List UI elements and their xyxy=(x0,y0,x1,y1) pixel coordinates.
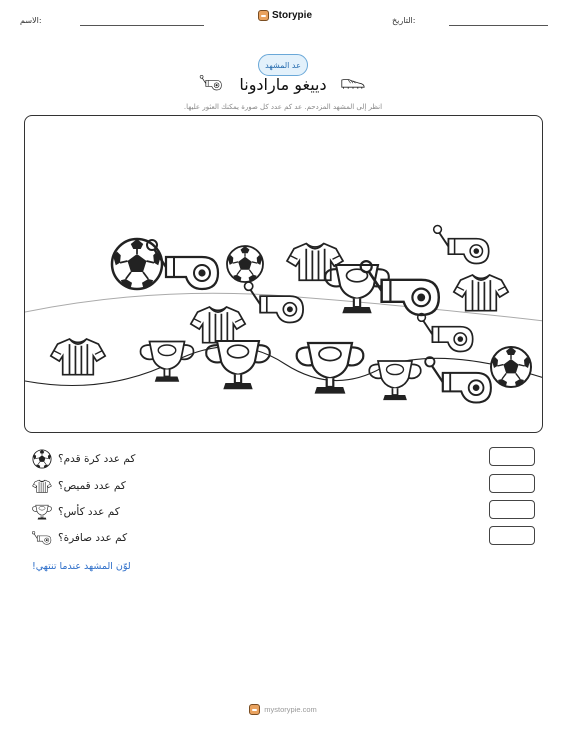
answer-box-whistle[interactable] xyxy=(489,526,535,545)
soccer-ball-icon xyxy=(32,449,52,469)
name-line[interactable] xyxy=(80,25,204,26)
jersey-2 xyxy=(191,307,245,343)
soccer-ball-1 xyxy=(112,239,162,289)
question-ball xyxy=(32,449,135,469)
activity-badge: عد المشهد xyxy=(258,54,308,76)
whistle-icon xyxy=(197,74,229,94)
answer-box-ball[interactable] xyxy=(489,447,535,466)
question-trophy xyxy=(32,502,120,522)
brand-name: Storypie xyxy=(272,10,313,21)
soccer-ball-2 xyxy=(227,246,263,282)
instructions: انظر إلى المشهد المزدحم. عد كم عدد كل صورة يمكنك العثور عليها. xyxy=(183,103,383,111)
title-row xyxy=(0,74,566,94)
question-text: كم عدد قميص؟ xyxy=(58,480,126,492)
shoe-icon xyxy=(337,74,369,94)
question-text: كم عدد صافرة؟ xyxy=(58,532,128,544)
question-jersey xyxy=(32,476,126,496)
answer-box-trophy[interactable] xyxy=(489,500,535,519)
jersey-4 xyxy=(454,275,508,311)
answer-box-jersey[interactable] xyxy=(489,474,535,493)
trophy-4 xyxy=(297,343,364,394)
color-hint: لوّن المشهد عندما تنتهي! xyxy=(32,561,131,572)
date-line[interactable] xyxy=(449,25,548,26)
trophy-icon xyxy=(32,502,52,522)
soccer-ball-3 xyxy=(491,347,531,387)
whistle-5 xyxy=(418,314,473,352)
jersey-icon xyxy=(32,476,52,496)
name-label: الاسم: xyxy=(20,16,42,25)
whistle-2 xyxy=(245,282,304,322)
date-label: التاريخ: xyxy=(392,16,416,25)
trophy-5 xyxy=(369,361,420,400)
question-text: كم عدد كأس؟ xyxy=(58,506,120,518)
whistle-6 xyxy=(425,357,491,402)
storypie-logo-icon xyxy=(258,10,269,21)
storypie-logo-icon xyxy=(249,704,260,715)
whistle-4 xyxy=(434,226,489,264)
question-whistle xyxy=(32,528,127,548)
page-title: دييغو مارادونا xyxy=(239,74,327,94)
footer xyxy=(0,704,566,715)
brand-logo xyxy=(258,10,312,21)
whistle-icon xyxy=(32,528,52,548)
jersey-3 xyxy=(51,339,105,375)
counting-scene xyxy=(24,115,543,433)
question-text: كم عدد كرة قدم؟ xyxy=(58,453,136,465)
jersey-1 xyxy=(287,244,343,281)
trophy-2 xyxy=(141,342,194,382)
footer-url: mystorypie.com xyxy=(264,705,317,714)
